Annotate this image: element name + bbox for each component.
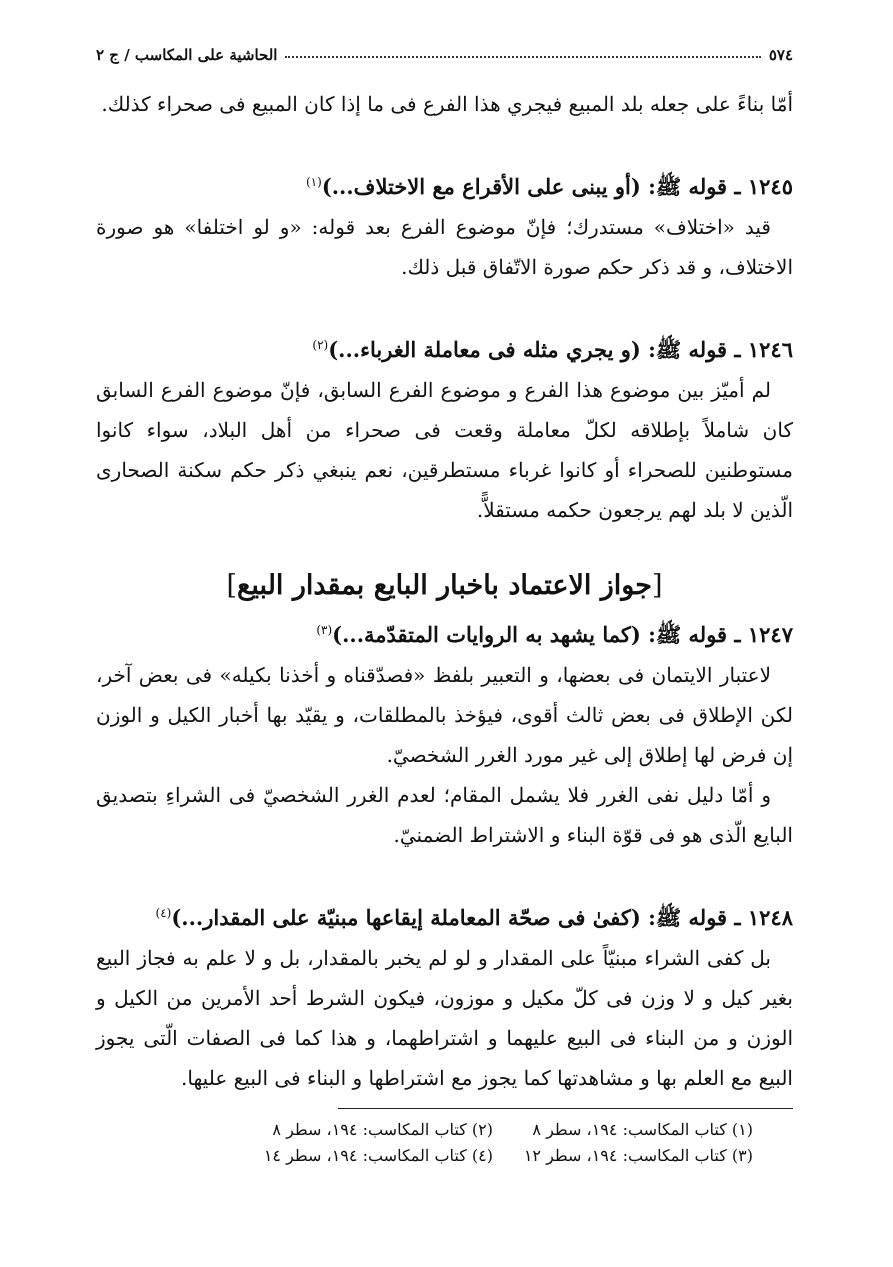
footnote-separator (338, 1108, 793, 1109)
heading-1247-text: ١٢٤٧ ـ قوله ﷺ: (كما يشهد به الروايات المتقدّمة...) (332, 622, 793, 647)
section-title-text: جواز الاعتماد باخبار البايع بمقدار البيع (237, 570, 652, 601)
paragraph-1247-b: و أمّا دليل نفى الغرر فلا يشمل المقام؛ لعدم الغرر الشخصيّ فى الشراءِ بتصديق البايع الّذى هو فى قوّة البناء و الاشتراط الضمنيّ. (96, 783, 793, 847)
footnote-1: (١) كتاب المكاسب: ١٩٤، سطر ٨ (532, 1120, 753, 1139)
heading-1245 (96, 162, 793, 207)
footnote-list (96, 1119, 793, 1167)
footnote-ref-3: (٣) (316, 623, 333, 637)
page-number: ٥٧٤ (768, 46, 793, 64)
heading-1245-text: ١٢٤٥ ـ قوله ﷺ: (أو يبنى على الأقراع مع الاختلاف...) (321, 174, 793, 199)
footnote-3: (٣) كتاب المكاسب: ١٩٤، سطر ١٢ (523, 1146, 753, 1165)
paragraph-1246: لم أميّز بين موضوع هذا الفرع و موضوع الفرع السابق، فإنّ موضوع الفرع السابق كان شاملاً بإطلاقه لكلّ معاملة وقعت فى صحراء من أهل البلاد، سواء كانوا مستوطنين للصحراء أو كانوا غرباء مستطرقين، نعم ينبغي ذكر حكم سكنة الصحارى الّذين لا بلد لهم يرجعون حكمه مستقلاًّ. (96, 378, 793, 522)
running-title: الحاشية على المكاسب / ج ٢ (96, 46, 278, 64)
page-body (96, 84, 793, 1098)
paragraph-1245: قيد «اختلاف» مستدرك؛ فإنّ موضوع الفرع بعد قوله: «و لو اختلفا» هو صورة الاختلاف، و قد ذكر حكم صورة الاتّفاق قبل ذلك. (96, 215, 793, 279)
heading-1248 (96, 893, 793, 938)
footnote-2: (٢) كتاب المكاسب: ١٩٤، سطر ٨ (272, 1120, 493, 1139)
section-bracket-close: ] (226, 570, 238, 601)
footnotes (96, 1108, 793, 1167)
section-bracket-open: [ (651, 570, 663, 601)
paragraph-1248: بل كفى الشراء مبنيّاً على المقدار و لو لم يخبر بالمقدار، بل و لا علم به فجاز البيع بغير كيل و لا وزن فى كلّ مكيل و موزون، فيكون الشرط أحد الأمرين من الكيل و الوزن و من البناء فى البيع عليهما و اشتراطهما، و هذا كما فى الصفات الّتى يجوز البيع مع العلم بها و مشاهدتها كما يجوز مع اشتراطها و البناء فى البيع عليها. (96, 946, 793, 1090)
heading-1246 (96, 325, 793, 370)
heading-1248-text: ١٢٤٨ ـ قوله ﷺ: (كفىٰ فى صحّة المعاملة إيقاعها مبنيّة على المقدار...) (171, 905, 793, 930)
intro-paragraph: أمّا بناءً على جعله بلد المبيع فيجري هذا الفرع فى ما إذا كان المبيع فى صحراء كذلك. (101, 92, 793, 116)
page-header (96, 34, 793, 64)
section-title (96, 564, 793, 608)
heading-1247 (96, 610, 793, 655)
footnote-ref-1: (١) (305, 175, 322, 189)
footnote-4: (٤) كتاب المكاسب: ١٩٤، سطر ١٤ (263, 1146, 493, 1165)
footnote-ref-2: (٢) (312, 338, 329, 352)
header-dot-leader (285, 56, 760, 58)
heading-1246-text: ١٢٤٦ ـ قوله ﷺ: (و يجري مثله فى معاملة الغرباء...) (328, 337, 793, 362)
paragraph-1247-a: لاعتبار الايتمان فى بعضها، و التعبير بلفظ «فصدّقناه و أخذنا بكيله» فى بعض آخر، لكن الإطلاق فى بعض ثالث أقوى، فيؤخذ بالمطلقات، و يقيّد بها أخبار الكيل و الوزن إن فرض لها إطلاق إلى غير مورد الغرر الشخصيّ. (96, 663, 793, 767)
footnote-ref-4: (٤) (155, 906, 172, 920)
